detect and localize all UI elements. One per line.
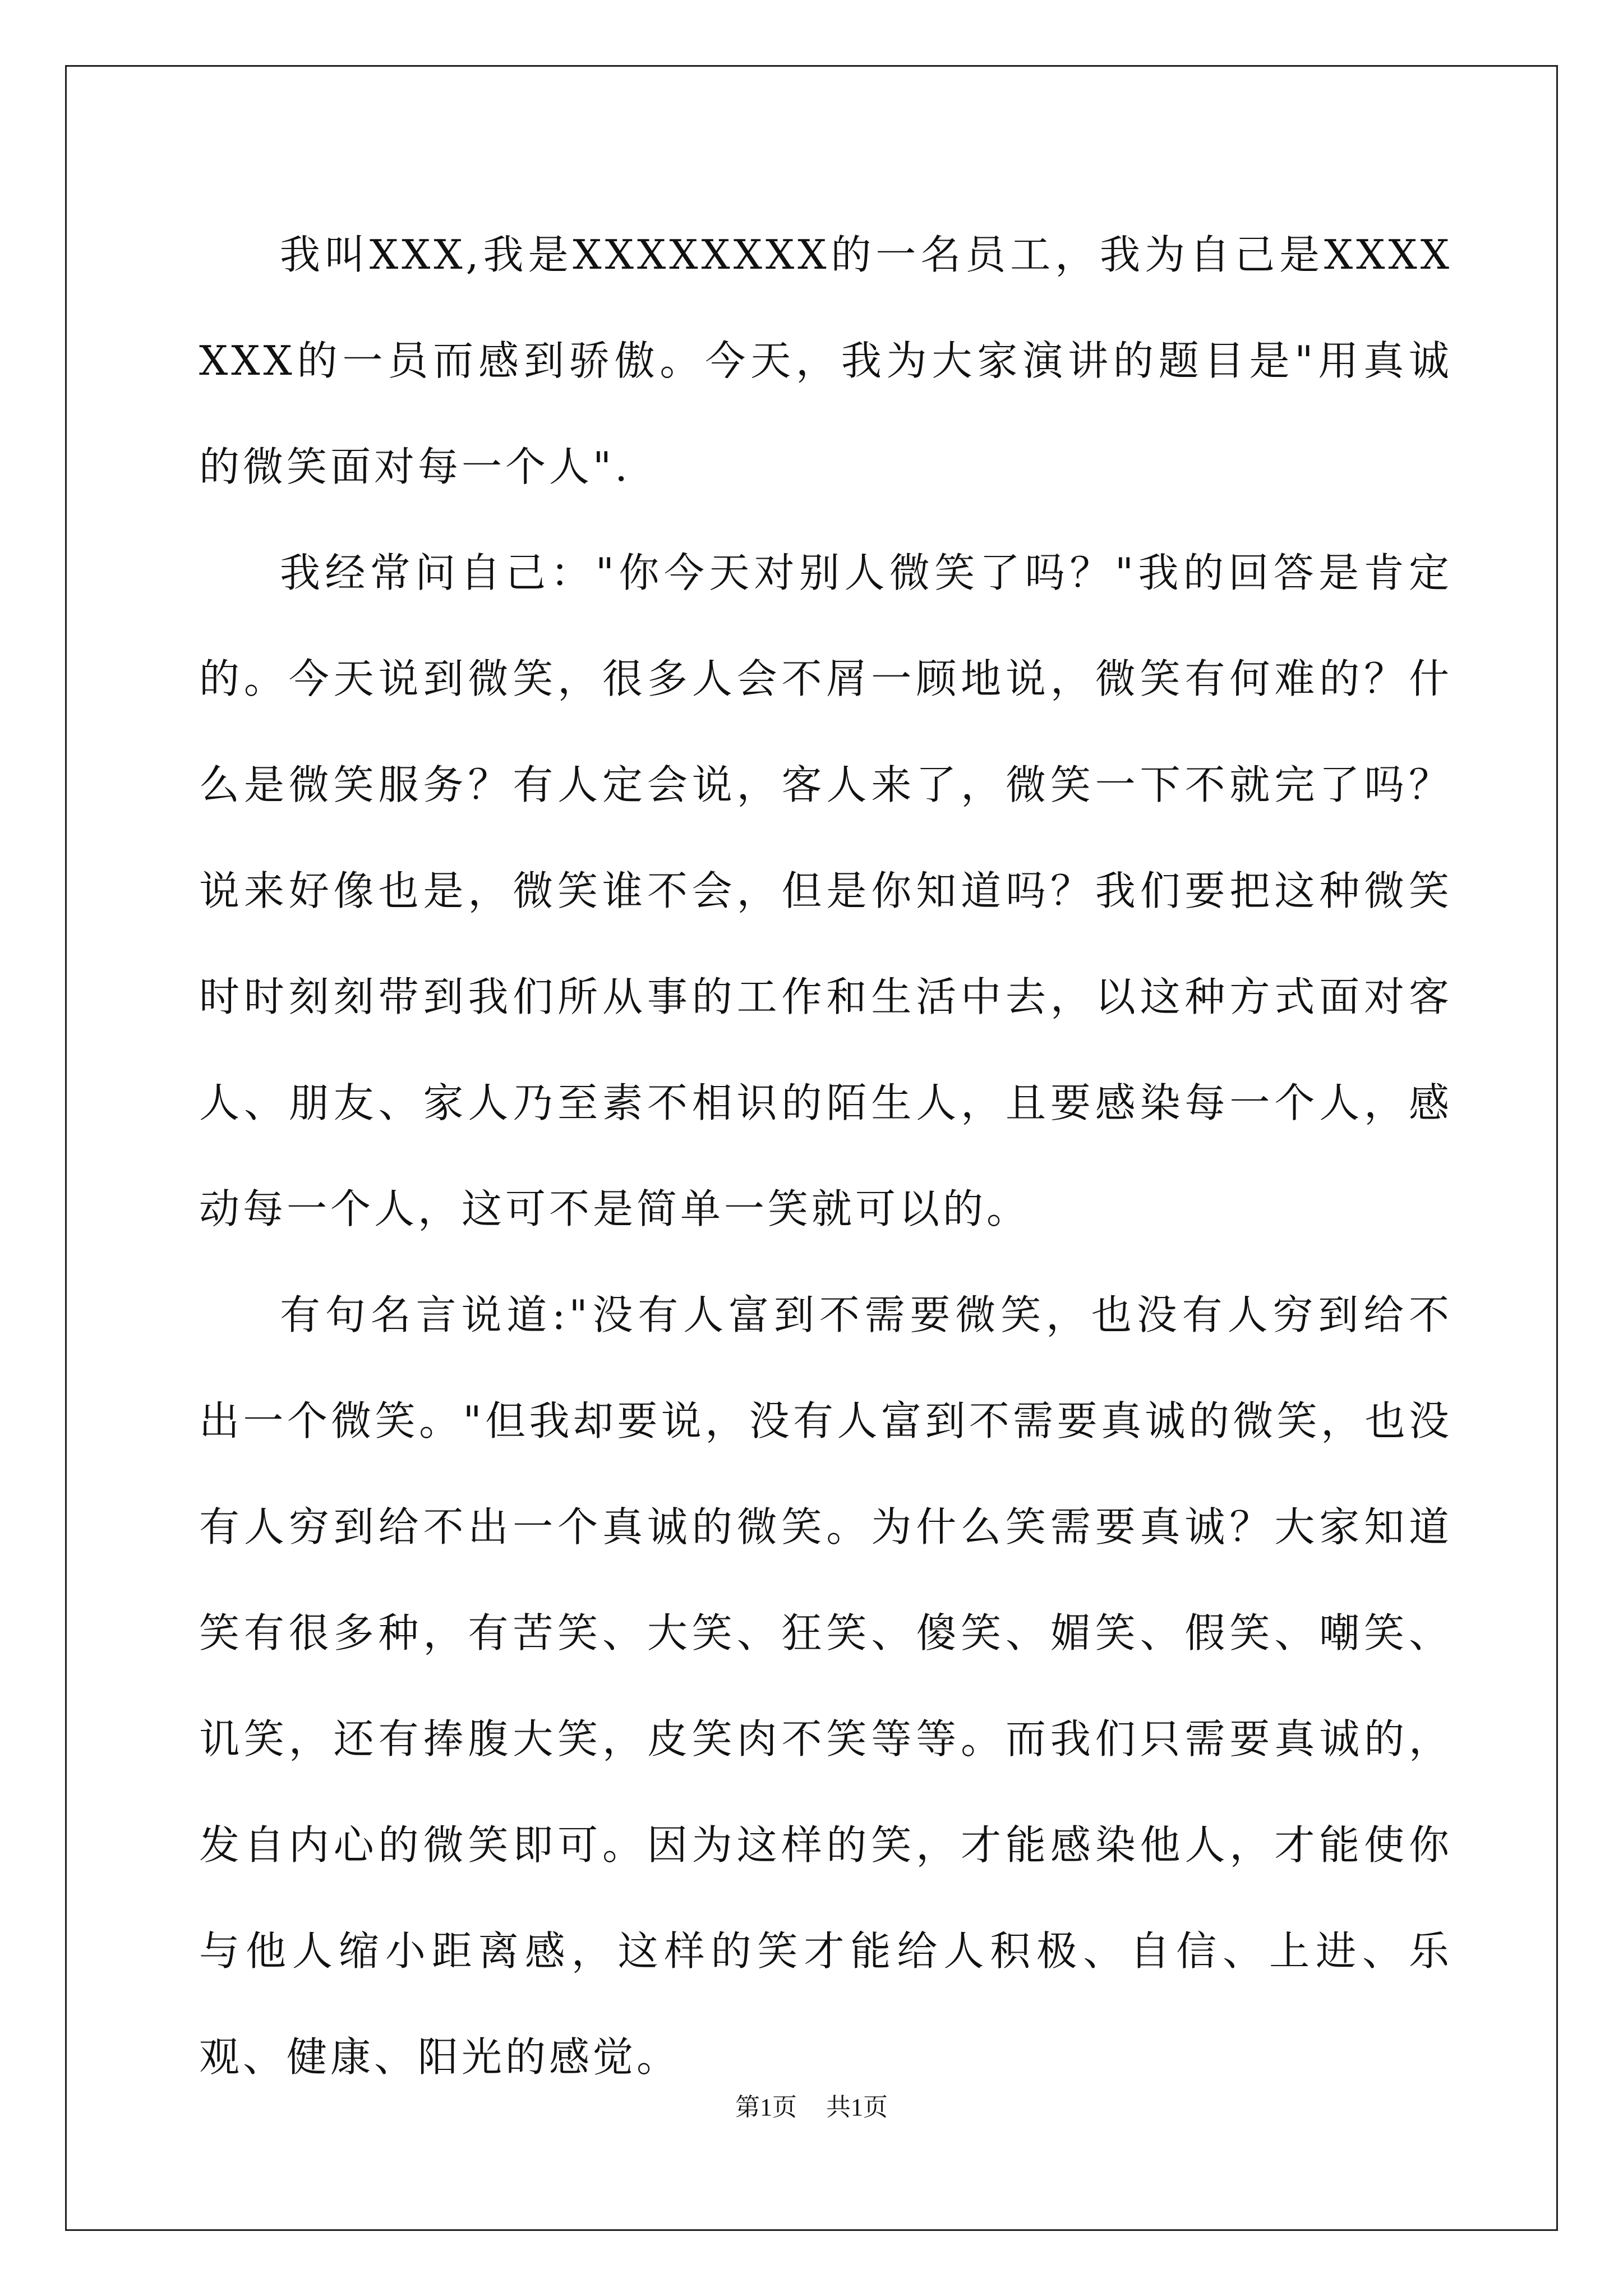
- paragraph-1: 我叫XXX,我是XXXXXXXX的一名员工，我为自己是XXXXXXX的一员而感到骄傲。今天，我为大家演讲的题目是"用真诚的微笑面对每一个人".: [199, 231, 1453, 490]
- paragraph-2: 我经常问自己："你今天对别人微笑了吗？"我的回答是肯定的。今天说到微笑，很多人会不屑一顾地说，微笑有何难的？什么是微笑服务？有人定会说，客人来了，微笑一下不就完了吗？说来好像也是，微笑谁不会，但是你知道吗？我们要把这种微笑时时刻刻带到我们所从事的工作和生活中去，以这种方式面对客人、朋友、家人乃至素不相识的陌生人，且要感染每一个人，感动每一个人，这可不是简单一笑就可以的。: [199, 549, 1453, 1232]
- page-number-total: 共1页: [826, 2093, 888, 2121]
- document-body: [199, 202, 1453, 2110]
- page-footer: [0, 2087, 1623, 2123]
- paragraph-3: 有句名言说道:"没有人富到不需要微笑，也没有人穷到给不出一个微笑。"但我却要说，没有人富到不需要真诚的微笑，也没有人穷到给不出一个真诚的微笑。为什么笑需要真诚？大家知道笑有很多种，有苦笑、大笑、狂笑、傻笑、媚笑、假笑、嘲笑、讥笑，还有捧腹大笑，皮笑肉不笑等等。而我们只需要真诚的，发自内心的微笑即可。因为这样的笑，才能感染他人，才能使你与他人缩小距离感，这样的笑才能给人积极、自信、上进、乐观、健康、阳光的感觉。: [199, 1291, 1453, 2081]
- page-number-current: 第1页: [735, 2093, 797, 2121]
